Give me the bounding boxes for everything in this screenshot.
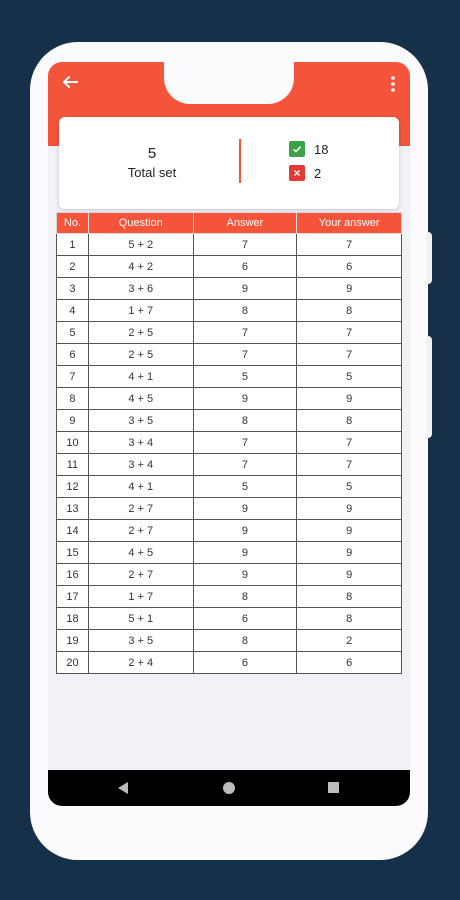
cell-answer: 7 xyxy=(193,322,297,344)
app-screen xyxy=(48,62,410,806)
table-row xyxy=(57,520,402,542)
table-row xyxy=(57,234,402,256)
cell-your-answer: 9 xyxy=(297,542,402,564)
cell-your-answer: 8 xyxy=(297,586,402,608)
cell-question: 3 + 5 xyxy=(88,410,193,432)
cell-your-answer: 5 xyxy=(297,476,402,498)
table-row xyxy=(57,388,402,410)
cell-answer: 9 xyxy=(193,542,297,564)
table-row xyxy=(57,432,402,454)
table-row xyxy=(57,476,402,498)
cell-no: 6 xyxy=(57,344,89,366)
table-row xyxy=(57,652,402,674)
cell-no: 9 xyxy=(57,410,89,432)
total-set xyxy=(59,145,245,180)
cell-your-answer: 2 xyxy=(297,630,402,652)
cross-icon xyxy=(289,165,305,181)
cell-your-answer: 7 xyxy=(297,344,402,366)
header-your-answer: Your answer xyxy=(297,213,402,234)
cell-no: 1 xyxy=(57,234,89,256)
table-row xyxy=(57,322,402,344)
cell-answer: 5 xyxy=(193,366,297,388)
table-row xyxy=(57,454,402,476)
cell-question: 4 + 1 xyxy=(88,476,193,498)
cell-question: 3 + 5 xyxy=(88,630,193,652)
header-no: No. xyxy=(57,213,89,234)
cell-answer: 6 xyxy=(193,608,297,630)
cell-question: 3 + 6 xyxy=(88,278,193,300)
cell-your-answer: 7 xyxy=(297,454,402,476)
cell-your-answer: 9 xyxy=(297,278,402,300)
table-row xyxy=(57,608,402,630)
cell-question: 2 + 7 xyxy=(88,564,193,586)
cell-answer: 8 xyxy=(193,630,297,652)
cell-no: 14 xyxy=(57,520,89,542)
correct-count: 18 xyxy=(314,141,329,157)
cell-question: 3 + 4 xyxy=(88,454,193,476)
cell-your-answer: 9 xyxy=(297,498,402,520)
cell-no: 10 xyxy=(57,432,89,454)
cell-no: 12 xyxy=(57,476,89,498)
camera-notch xyxy=(164,62,294,104)
cell-question: 4 + 5 xyxy=(88,388,193,410)
wrong-count: 2 xyxy=(314,165,322,181)
system-nav-bar xyxy=(48,770,410,806)
cell-your-answer: 9 xyxy=(297,520,402,542)
cell-your-answer: 8 xyxy=(297,608,402,630)
cell-no: 2 xyxy=(57,256,89,278)
arrow-back-icon[interactable] xyxy=(60,72,80,92)
nav-recent-icon[interactable] xyxy=(328,782,339,793)
cell-question: 4 + 1 xyxy=(88,366,193,388)
cell-your-answer: 7 xyxy=(297,234,402,256)
cell-question: 2 + 5 xyxy=(88,322,193,344)
nav-back-icon[interactable] xyxy=(118,782,128,794)
header-question: Question xyxy=(88,213,193,234)
total-set-value: 5 xyxy=(147,145,157,162)
table-header-row xyxy=(57,213,402,234)
cell-question: 5 + 1 xyxy=(88,608,193,630)
table-row xyxy=(57,498,402,520)
cell-question: 4 + 5 xyxy=(88,542,193,564)
table-row xyxy=(57,278,402,300)
cell-your-answer: 7 xyxy=(297,432,402,454)
cell-no: 11 xyxy=(57,454,89,476)
cell-your-answer: 9 xyxy=(297,564,402,586)
cell-answer: 8 xyxy=(193,586,297,608)
cell-answer: 6 xyxy=(193,652,297,674)
cell-answer: 7 xyxy=(193,454,297,476)
cell-question: 2 + 7 xyxy=(88,498,193,520)
check-icon xyxy=(289,141,305,157)
cell-answer: 9 xyxy=(193,388,297,410)
cell-no: 8 xyxy=(57,388,89,410)
correct-stat xyxy=(289,140,328,158)
wrong-stat xyxy=(289,164,321,182)
cell-answer: 7 xyxy=(193,344,297,366)
cell-question: 2 + 4 xyxy=(88,652,193,674)
cell-no: 16 xyxy=(57,564,89,586)
more-vert-icon[interactable] xyxy=(386,74,400,94)
table-row xyxy=(57,256,402,278)
volume-button xyxy=(426,232,432,284)
cell-question: 5 + 2 xyxy=(88,234,193,256)
cell-your-answer: 8 xyxy=(297,410,402,432)
table-row xyxy=(57,300,402,322)
cell-no: 13 xyxy=(57,498,89,520)
table-body xyxy=(57,234,402,674)
cell-no: 19 xyxy=(57,630,89,652)
cell-no: 15 xyxy=(57,542,89,564)
table-row xyxy=(57,366,402,388)
cell-your-answer: 6 xyxy=(297,652,402,674)
cell-answer: 8 xyxy=(193,300,297,322)
cell-answer: 9 xyxy=(193,520,297,542)
cell-answer: 8 xyxy=(193,410,297,432)
cell-no: 3 xyxy=(57,278,89,300)
cell-answer: 9 xyxy=(193,564,297,586)
cell-no: 18 xyxy=(57,608,89,630)
cell-your-answer: 9 xyxy=(297,388,402,410)
total-set-label: Total set xyxy=(127,165,177,180)
cell-your-answer: 7 xyxy=(297,322,402,344)
cell-answer: 5 xyxy=(193,476,297,498)
header-answer: Answer xyxy=(193,213,297,234)
cell-answer: 7 xyxy=(193,234,297,256)
cell-no: 20 xyxy=(57,652,89,674)
cell-question: 1 + 7 xyxy=(88,300,193,322)
cell-no: 5 xyxy=(57,322,89,344)
cell-your-answer: 8 xyxy=(297,300,402,322)
table-row xyxy=(57,586,402,608)
cell-question: 4 + 2 xyxy=(88,256,193,278)
cell-your-answer: 6 xyxy=(297,256,402,278)
results-table xyxy=(56,212,402,674)
table-row xyxy=(57,630,402,652)
cell-no: 7 xyxy=(57,366,89,388)
cell-no: 4 xyxy=(57,300,89,322)
cell-question: 2 + 5 xyxy=(88,344,193,366)
cell-answer: 9 xyxy=(193,278,297,300)
power-button xyxy=(426,336,432,438)
score-summary-card xyxy=(59,117,399,209)
table-row xyxy=(57,344,402,366)
summary-divider xyxy=(239,139,241,183)
cell-no: 17 xyxy=(57,586,89,608)
cell-answer: 7 xyxy=(193,432,297,454)
table-row xyxy=(57,564,402,586)
cell-your-answer: 5 xyxy=(297,366,402,388)
cell-question: 2 + 7 xyxy=(88,520,193,542)
table-row xyxy=(57,410,402,432)
nav-home-icon[interactable] xyxy=(223,782,235,794)
cell-question: 1 + 7 xyxy=(88,586,193,608)
cell-answer: 6 xyxy=(193,256,297,278)
table-row xyxy=(57,542,402,564)
cell-question: 3 + 4 xyxy=(88,432,193,454)
cell-answer: 9 xyxy=(193,498,297,520)
